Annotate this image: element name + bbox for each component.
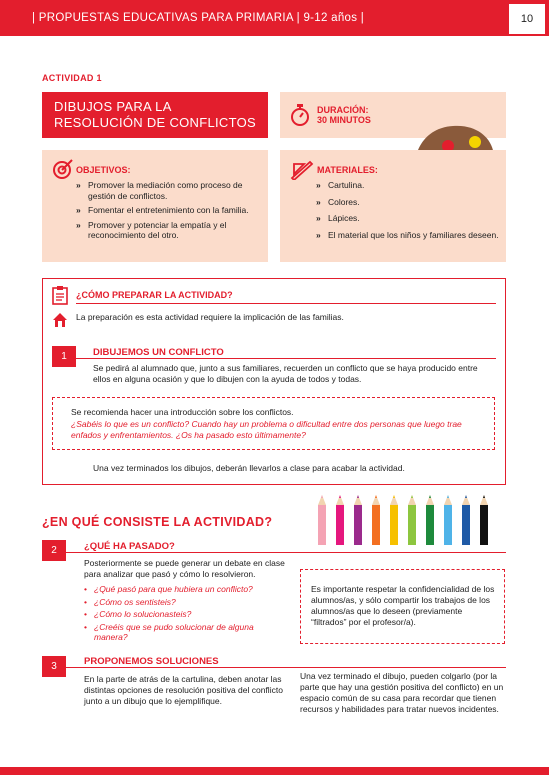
header-title: | PROPUESTAS EDUCATIVAS PARA PRIMARIA | 9-12 años | [32,12,365,24]
step-number-3: 3 [42,656,66,677]
note-intro: Se recomienda hacer una introducción sobre los conflictos. [71,407,294,417]
pencil [408,495,416,545]
pencil [426,495,434,545]
page-number: 10 [509,4,545,34]
materials-list [316,180,502,244]
objective-item: » Fomentar el entretenimiento con la familia. [76,205,262,216]
note-questions: ¿Sabéis lo que es un conflicto? Cuando hay un problema o dificultad entre dos personas que luego trae enfados y enfrentamientos. ¿Os ha pasado esto últimamente? [71,419,462,440]
step-number-1: 1 [52,346,76,367]
objective-item: » Promover la mediación como proceso de gestión de conflictos. [76,180,262,201]
step-number-2: 2 [42,540,66,561]
pencil [390,495,398,545]
step-divider [66,667,506,668]
debate-questions [84,584,284,645]
activity-label: ACTIVIDAD 1 [42,73,102,83]
colored-pencils-illustration [312,495,502,547]
objective-item: » Promover y potenciar la empatía y el reconocimiento del otro. [76,220,262,241]
materials-box [280,150,506,262]
objectives-list [76,180,262,245]
question-item: • ¿Cómo lo solucionasteis? [84,609,284,620]
question-item: • ¿Cómo os sentisteis? [84,597,284,608]
header-bar [0,0,549,36]
activity-title: DIBUJOS PARA LA RESOLUCIÓN DE CONFLICTOS [42,92,268,138]
step-title-3: PROPONEMOS SOLUCIONES [84,656,219,667]
confidentiality-note [300,569,505,644]
objectives-box [42,150,268,262]
preparation-title: ¿CÓMO PREPARAR LA ACTIVIDAD? [76,290,233,300]
section-title: ¿EN QUÉ CONSISTE LA ACTIVIDAD? [42,515,273,529]
introduction-note [52,397,495,450]
material-item: » El material que los niños y familiares deseen. [316,230,502,241]
duration-label-text: DURACIÓN: [317,105,369,115]
house-icon [52,312,68,328]
step-title-2: ¿QUÉ HA PASADO? [84,541,175,552]
footer-bar [0,767,549,775]
drawing-tools-icon [290,158,314,180]
clipboard-icon [52,285,68,305]
pencil [354,495,362,545]
step-title-1: DIBUJEMOS UN CONFLICTO [93,347,224,358]
pencil [444,495,452,545]
pencil [480,495,488,545]
question-item: • ¿Qué pasó para que hubiera un conflicto? [84,584,284,595]
preparation-text: La preparación es esta actividad requiere la implicación de las familias. [76,312,344,322]
divider [76,303,496,304]
pencil [462,495,470,545]
material-item: » Colores. [316,197,502,208]
objectives-label: OBJETIVOS: [76,165,131,175]
step-text-2: Posteriormente se puede generar un debate en clase para analizar que pasó y cómo lo resolvieron. [84,558,285,579]
stopwatch-icon [289,103,311,127]
target-icon [52,158,74,180]
material-item: » Cartulina. [316,180,502,191]
step-text-3-left: En la parte de atrás de la cartulina, deben anotar las distintas opciones de resolución positiva del conflicto junto a un dibujo que lo ejemplifique. [84,674,283,706]
closing-text: Una vez terminados los dibujos, deberán llevarlos a clase para acabar la actividad. [93,463,405,473]
confidentiality-text: Es importante respetar la confidencialidad de los alumnos/as, y sólo compartir los trabajos de los alumnos/as que lo deseen (previamente “filtrados” por el profesor/a). [311,584,495,627]
step-text-3-right: Una vez terminado el dibujo, pueden colgarlo (por la parte que hay una gestión positiva del conflicto) en un espacio común de su casa para recordar que tienen recursos y habilidades para tratar nuevos incidentes. [300,671,504,714]
pencil [372,495,380,545]
pencil [336,495,344,545]
duration-label [317,105,371,125]
step-divider [76,358,496,359]
pencil [318,495,326,545]
duration-value: 30 MINUTOS [317,115,371,125]
step-divider [66,552,506,553]
materials-label: MATERIALES: [317,165,378,175]
step-text-1: Se pedirá al alumnado que, junto a sus familiares, recuerden un conflicto que se haya producido entre ellos en alguna ocasión y que lo dibujen con la ayuda de todos y todas. [93,363,478,384]
question-item: • ¿Creéis que se pudo solucionar de alguna manera? [84,622,284,643]
material-item: » Lápices. [316,213,502,224]
